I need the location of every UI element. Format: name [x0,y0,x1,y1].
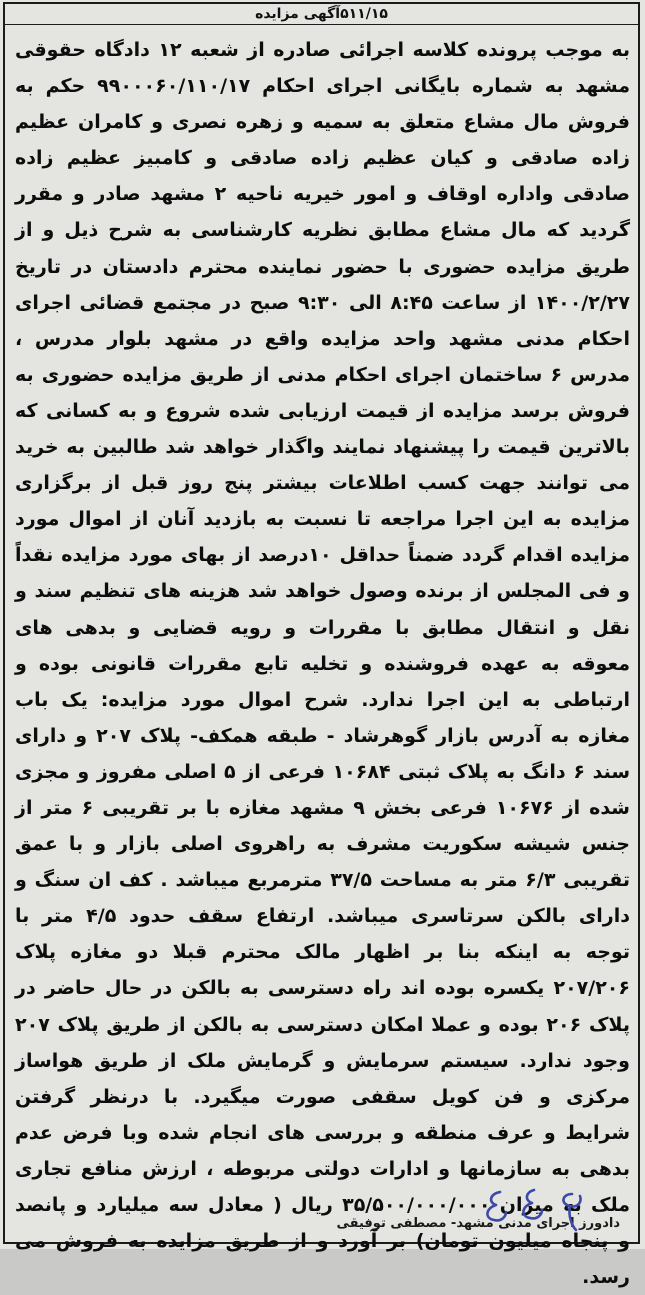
handwritten-number [476,1184,616,1234]
notice-border [3,2,640,1289]
pen-stroke [487,1192,506,1220]
pen-stroke [563,1194,580,1230]
notice-body: به موجب پرونده کلاسه اجرائی صادره از شعبه ۱۲ دادگاه حقوقی مشهد به شماره بایگانی اجرای احکام ۹۹۰۰۰۶۰/۱۱۰/۱۷ حکم به فروش مال مشاع متعلق به سمیه و زهره نصری و کامران عظیم زاده صادقی و کیان عظیم زاده صادقی و کامبیز عظیم زاده صادقی واداره اوقاف و امور خیریه ناحیه ۲ مشهد صادر و مقرر گردید که مال مشاع مطابق نظریه کارشناسی به شرح ذیل و از طریق مزایده حضوری با حضور نماینده محترم دادستان در تاریخ ۱۴۰۰/۲/۲۷ از ساعت ۸:۴۵ الی ۹:۳۰ صبح در مجتمع قضائی اجرای احکام مدنی مشهد واحد مزایده واقع در مشهد بلوار مدرس ، مدرس ۶ ساختمان اجرای احکام مدنی از طریق مزایده حضوری به فروش برسد مزایده از قیمت ارزیابی شده شروع و به کسانی که بالاترین قیمت را پیشنهاد نمایند واگذار خواهد شد طالبین به خرید می توانند جهت کسب اطلاعات بیشتر پنج روز قبل از برگزاری مزایده به این اجرا مراجعه تا نسبت به بازدید آنان از اموال مورد مزایده اقدام گردد ضمناً حداقل ۱۰درصد از بهای مورد مزایده نقداً و فی المجلس از برنده وصول خواهد شد هزینه های تنظیم سند و نقل و انتقال مطابق با مقررات و رویه قضایی و بدهی های معوقه به عهده فروشنده و تخلیه تابع مقررات قانونی بوده و ارتباطی به این اجرا ندارد. شرح اموال مورد مزایده: یک باب مغازه به آدرس بازار گوهرشاد - طبقه همکف- پلاک ۲۰۷ و دارای سند ۶ دانگ به پلاک ثبتی ۱۰۶۸۴ فرعی از ۵ اصلی مفروز و مجزی شده از ۱۰۶۷۶ فرعی بخش ۹ مشهد مغازه با بر تقریبی ۶ متر از جنس شیشه سکوریت مشرف به راهروی اصلی بازار و با عمق تقریبی ۶/۳ متر به مساحت ۳۷/۵ مترمربع میباشد . کف ان سنگ و دارای بالکن سرتاسری میباشد. ارتفاع سقف حدود ۴/۵ متر با توجه به اینکه بنا بر اظهار مالک محترم قبلا دو مغازه پلاک ۲۰۷/۲۰۶ یکسره بوده اند راه دسترسی به بالکن در حال حاضر در پلاک ۲۰۶ بوده و عملا امکان دسترسی به بالکن از طریق پلاک ۲۰۷ وجود ندارد. سیستم سرمایش و گرمایش ملک از طریق هواساز مرکزی و فن کویل سقفی صورت میگیرد. با درنظر گرفتن شرایط و عرف منطقه و بررسی های انجام شده وبا فرض عدم بدهی به سازمانها و ادارات دولتی مربوطه ، ارزش منافع تجاری ملک به میزان ۳۵/۵۰۰/۰۰۰/۰۰۰ ریال ( معادل سه میلیارد و پانصد و پنجاه میلیون تومان) بر آورد و از طریق مزایده به فروش می رسد. [15,39,631,1289]
notice-header: ۵۱۱/۱۵آگهی مزایده [255,6,388,22]
signature-line: دادورز اجرای مدنی مشهد- مصطفی توفیقی [336,1216,620,1231]
header-divider [5,24,638,25]
pen-stroke [523,1190,542,1218]
